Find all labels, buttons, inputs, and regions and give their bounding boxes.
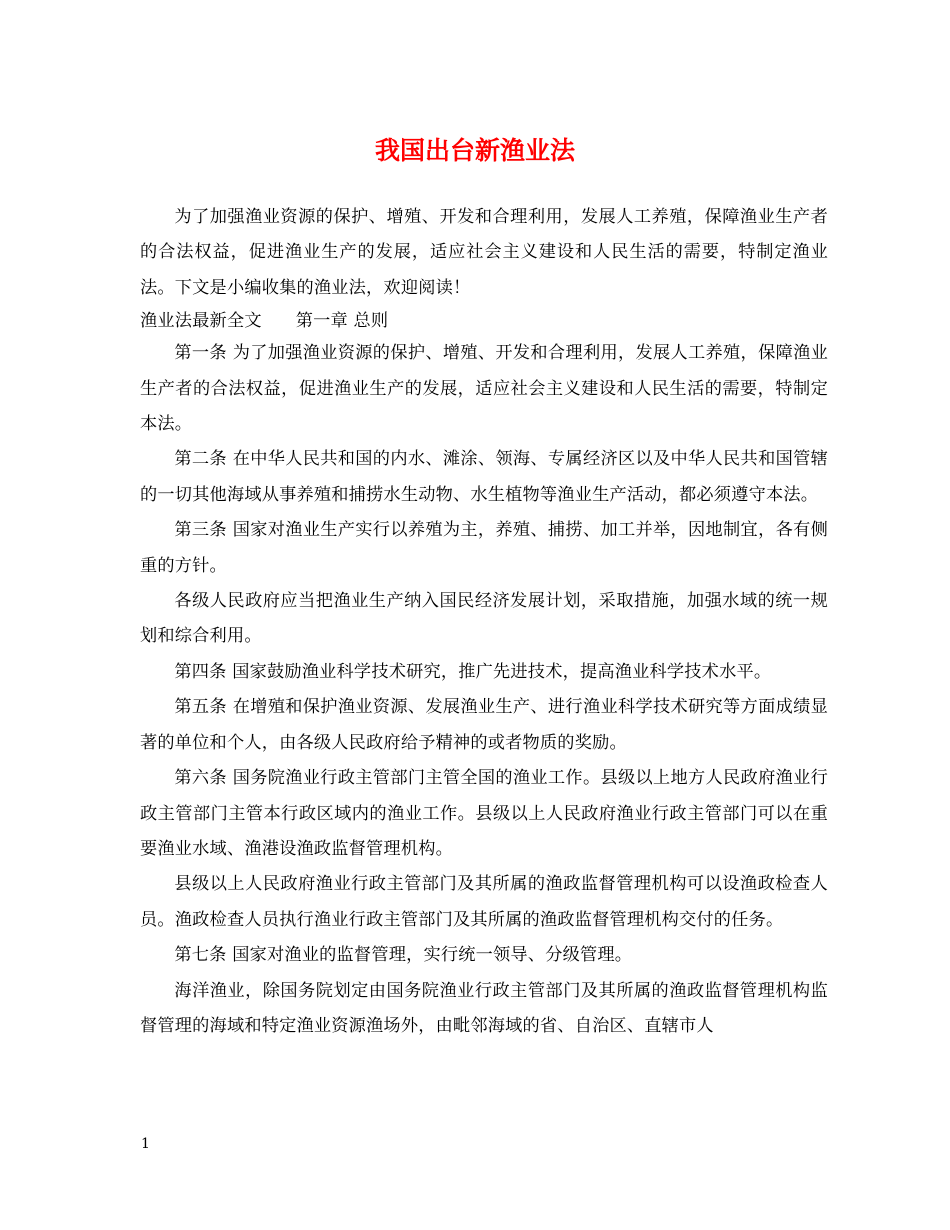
intro-paragraph: 为了加强渔业资源的保护、增殖、开发和合理利用，发展人工养殖，保障渔业生产者的合法权益，促进渔业生产的发展，适应社会主义建设和人民生活的需要，特制定渔业法。下文是小编收集的渔业法，欢迎阅读！ (140, 207, 828, 298)
section-heading-row (140, 306, 828, 336)
page-number: 1 (141, 1136, 150, 1152)
article-3-continued-paragraph: 各级人民政府应当把渔业生产纳入国民经济发展计划，采取措施，加强水域的统一规划和综合利用。 (140, 591, 828, 647)
document-title: 我国出台新渔业法 (374, 136, 575, 165)
article-7-paragraph: 第七条 国家对渔业的监督管理，实行统一领导、分级管理。 (174, 945, 633, 966)
article-6-paragraph: 第六条 国务院渔业行政主管部门主管全国的渔业工作。县级以上地方人民政府渔业行政主管部门主管本行政区域内的渔业工作。县级以上人民政府渔业行政主管部门可以在重要渔业水域、渔港设渔政监督管理机构。 (140, 768, 828, 859)
article-4-paragraph: 第四条 国家鼓励渔业科学技术研究，推广先进技术，提高渔业科学技术水平。 (174, 661, 772, 682)
document-body (140, 200, 828, 1044)
article-5-paragraph: 第五条 在增殖和保护渔业资源、发展渔业生产、进行渔业科学技术研究等方面成绩显著的单位和个人，由各级人民政府给予精神的或者物质的奖励。 (140, 697, 828, 753)
article-6-continued-paragraph: 县级以上人民政府渔业行政主管部门及其所属的渔政监督管理机构可以设渔政检查人员。渔政检查人员执行渔业行政主管部门及其所属的渔政监督管理机构交付的任务。 (140, 874, 828, 930)
article-3-paragraph: 第三条 国家对渔业生产实行以养殖为主，养殖、捕捞、加工并举，因地制宜，各有侧重的方针。 (140, 520, 828, 576)
section-label: 渔业法最新全文 (140, 311, 262, 332)
chapter-label: 第一章 总则 (295, 311, 389, 332)
article-1-paragraph: 第一条 为了加强渔业资源的保护、增殖、开发和合理利用，发展人工养殖，保障渔业生产者的合法权益，促进渔业生产的发展，适应社会主义建设和人民生活的需要，特制定本法。 (140, 343, 828, 435)
article-7-continued-paragraph: 海洋渔业，除国务院划定由国务院渔业行政主管部门及其所属的渔政监督管理机构监督管理的海域和特定渔业资源渔场外，由毗邻海域的省、自治区、直辖市人 (140, 980, 828, 1036)
article-2-paragraph: 第二条 在中华人民共和国的内水、滩涂、领海、专属经济区以及中华人民共和国管辖的一切其他海域从事养殖和捕捞水生动物、水生植物等渔业生产活动，都必须遵守本法。 (140, 449, 828, 505)
